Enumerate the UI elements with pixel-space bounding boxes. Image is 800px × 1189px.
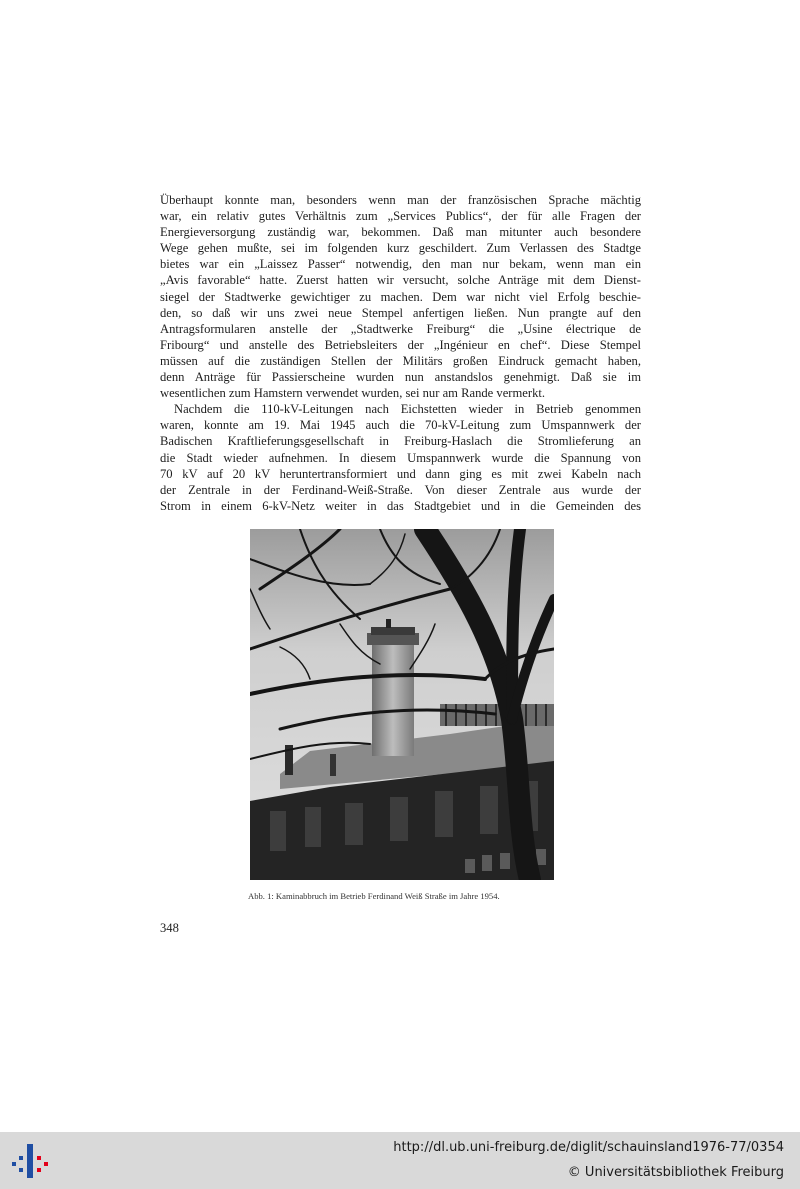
text-line: waren, konnte am 19. Mai 1945 auch die 70-kV-Leitung zum Umspannwerk der [160,418,641,433]
text-line: Badischen Kraftlieferungsgesellschaft in Freiburg-Haslach die Stromlieferung an [160,434,641,449]
text-line: wesentlichen zum Hamstern verwendet wurden, sei nur am Rande vermerkt. [160,386,546,401]
text-line: Antragsformularen anstelle der „Stadtwerke Freiburg“ die „Usine électrique de [160,321,641,336]
text-line: Überhaupt konnte man, besonders wenn man der französischen Sprache mächtig [160,193,641,207]
library-logo-icon [10,1140,50,1180]
text-line: bietes war ein „Laissez Passer“ notwendig, den man nur bekam, wenn man ein [160,257,641,272]
text-line: der Zentrale in der Ferdinand-Weiß-Straße. Von dieser Zentrale aus wurde der [160,482,641,497]
text-line: Nachdem die 110-kV-Leitungen nach Eichstetten wieder in Betrieb genommen [174,402,641,417]
text-line: „Avis favorable“ hatte. Zuerst hatten wir versucht, solche Anträge mit dem Dienst- [160,273,641,288]
text-line: die Stadt wieder aufnehmen. In diesem Umspannwerk wurde die Spannung von [160,450,641,465]
text-line: Wege gehen mußte, sei im folgenden kurz geschildert. Zum Verlassen des Stadtge [160,241,641,256]
footer-bar [0,1132,800,1189]
text-line: den, so daß wir uns zwei neue Stempel anfertigen ließen. Nun prangte auf den [160,305,641,320]
figure-caption: Abb. 1: Kaminabbruch im Betrieb Ferdinand Weiß Straße im Jahre 1954. [248,891,500,901]
footer-copyright: © Universitätsbibliothek Freiburg [567,1165,784,1180]
text-line: siegel der Stadtwerke gewichtiger zu machen. Dem war nicht viel Erfolg beschie- [160,289,641,304]
text-line: Fribourg“ und anstelle des Betriebsleiters der „Ingénieur en chef“. Diese Stempel [160,337,641,352]
footer-url[interactable]: http://dl.ub.uni-freiburg.de/diglit/schauinsland1976-77/0354 [393,1140,784,1155]
body-text [160,192,641,514]
text-line: müssen auf die zuständigen Stellen der Militärs großen Eindruck gemacht haben, [160,353,641,368]
text-line: Energieversorgung zuständig war, bekommen. Daß man mitunter auch besondere [160,225,641,240]
text-line: war, ein relativ gutes Verhältnis zum „Services Publics“, der für alle Fragen der [160,209,641,224]
text-line: 70 kV auf 20 kV heruntertransformiert und dann ging es mit zwei Kabeln nach [160,466,641,481]
text-line: Strom in einem 6-kV-Netz weiter in das Stadtgebiet und in die Gemeinden des [160,498,641,513]
page-number: 348 [160,921,179,935]
chimney-photo [250,529,554,880]
text-line: denn Anträge für Passierscheine wurden nun anstandslos genehmigt. Daß sie im [160,370,641,385]
